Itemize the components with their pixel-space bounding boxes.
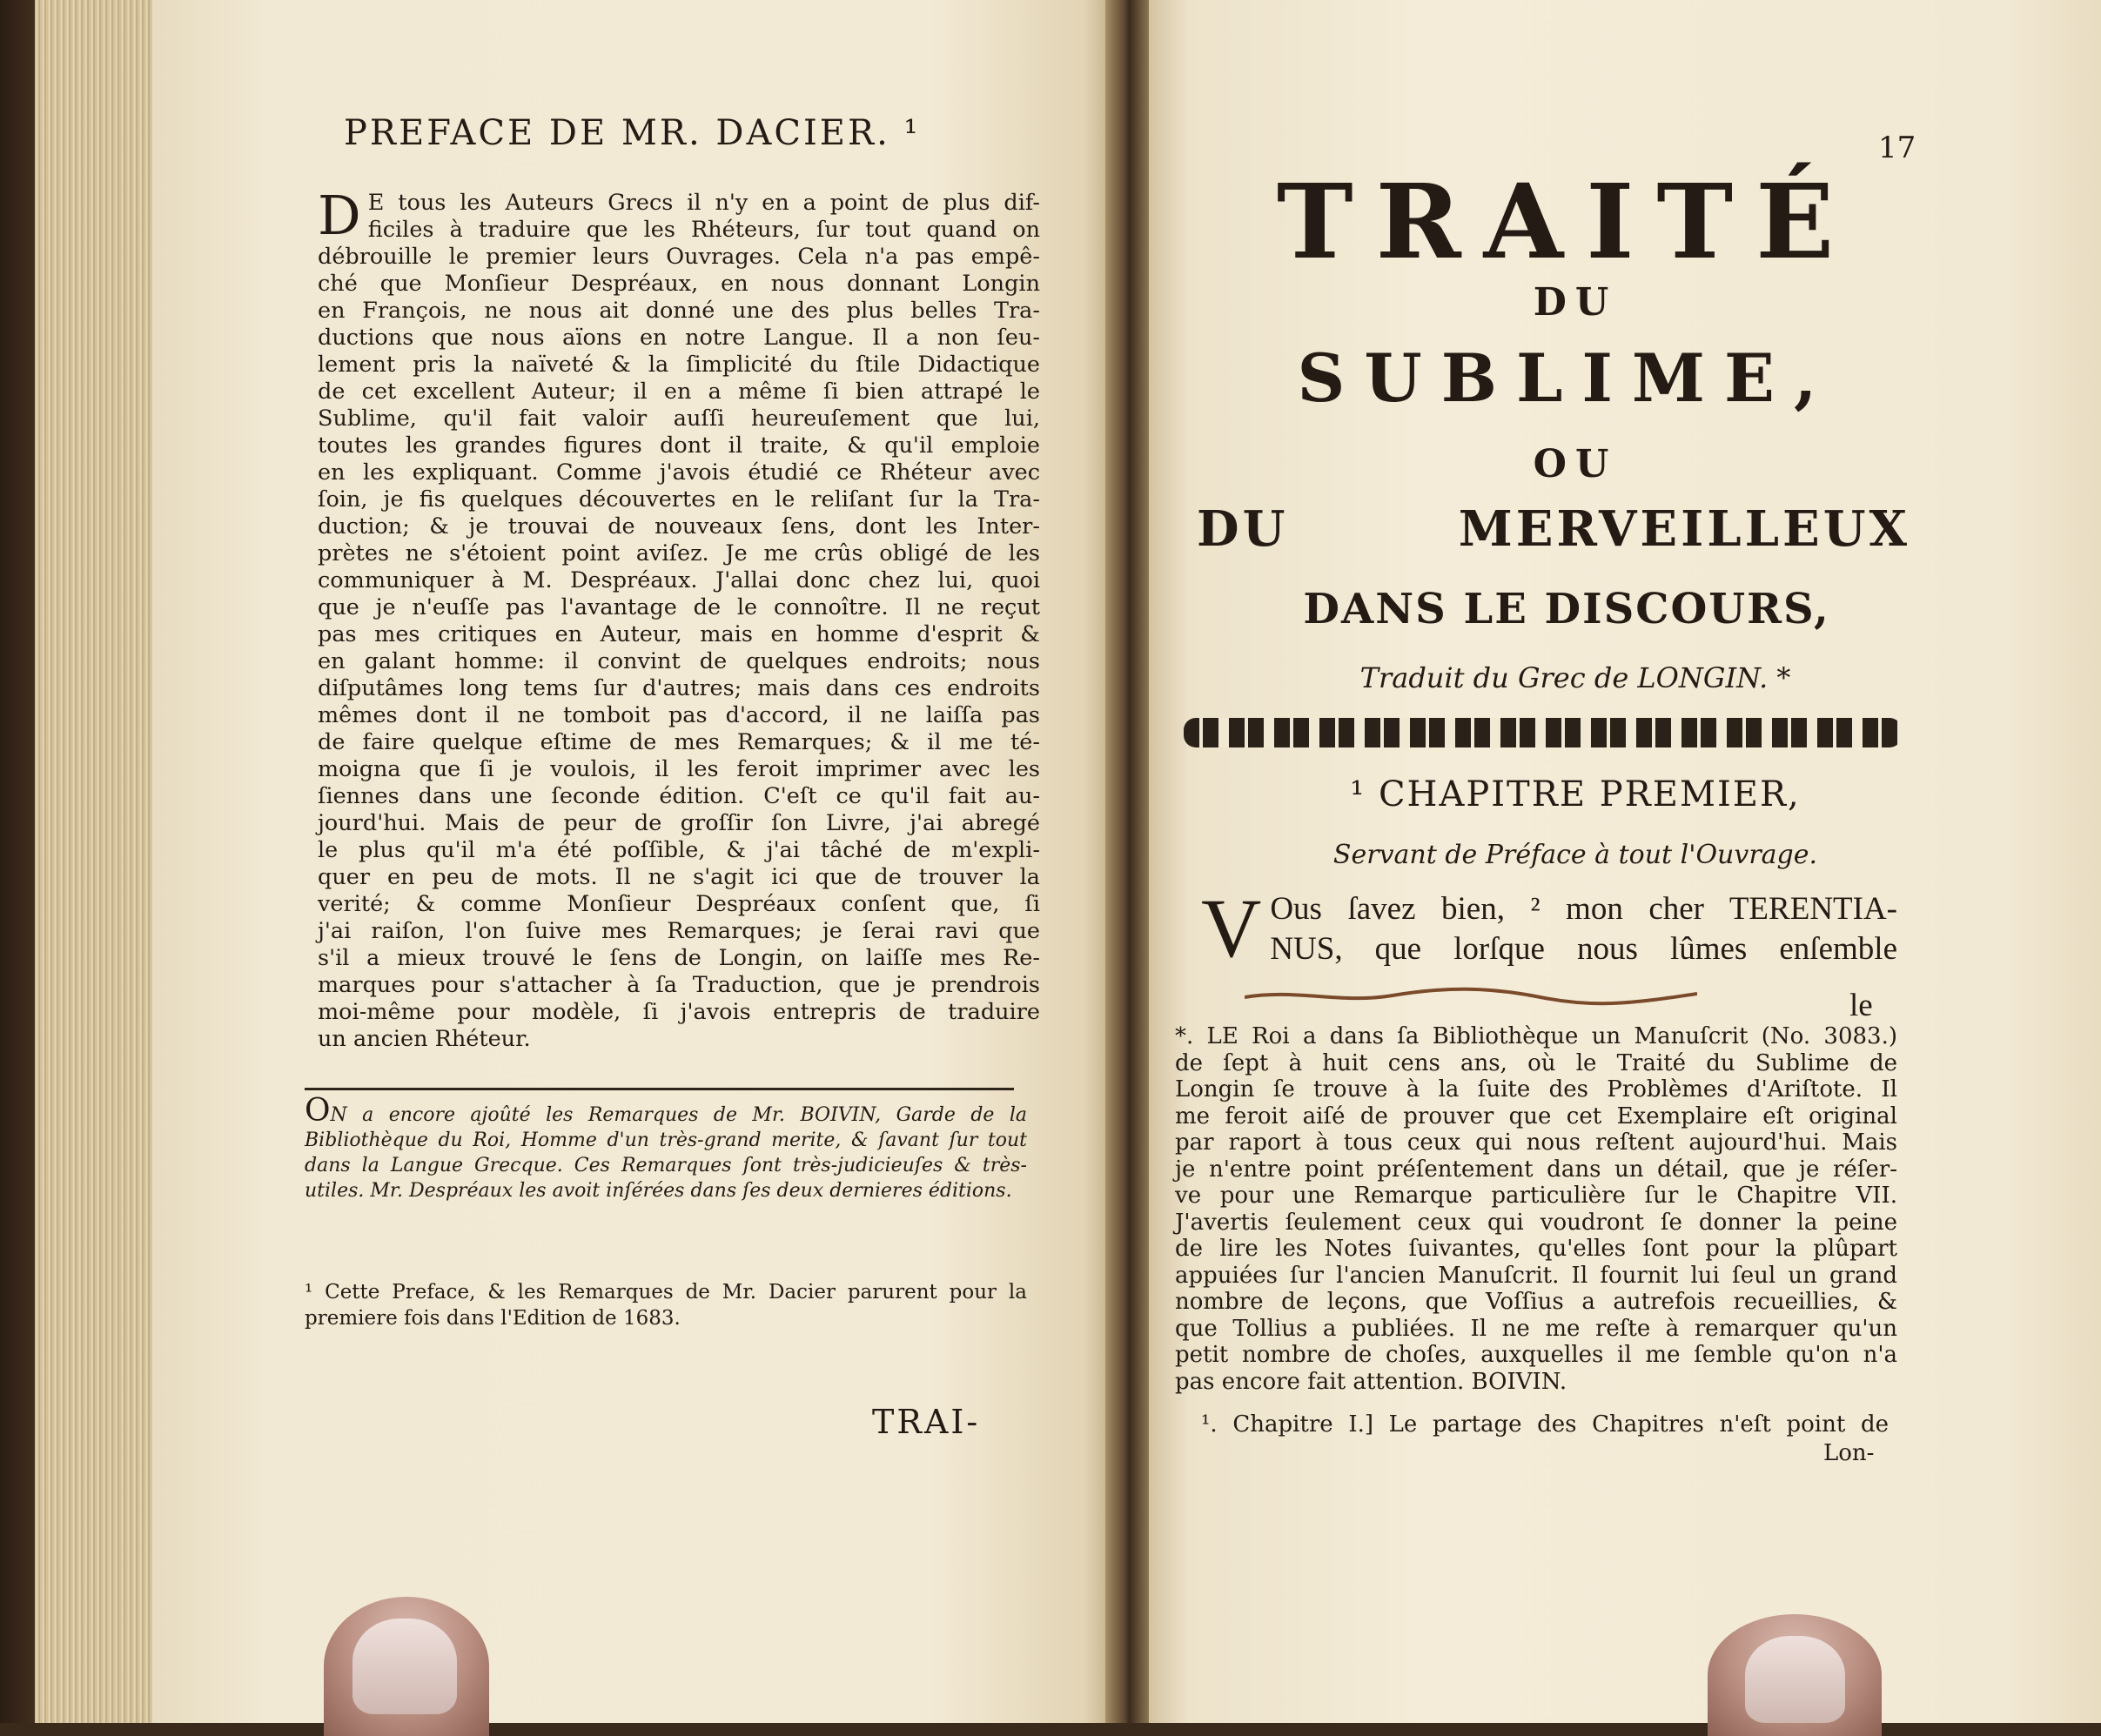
note-line: de lire les Notes ſuivantes, qu'elles ſont pour la plûpart	[1175, 1236, 1897, 1262]
preface-line: ductions que nous aïons en notre Langue. Il a non ſeu-	[318, 325, 1040, 351]
preface-line: pas mes critiques en Auteur, mais en homme d'esprit &	[318, 621, 1040, 647]
preface-line: mêmes dont il ne tomboit pas d'accord, il ne laiſſa pas	[318, 702, 1040, 728]
note-initial: O	[305, 1093, 331, 1129]
running-head-text: PREFACE DE MR. DACIER.	[344, 113, 890, 153]
translated-line: Traduit du Grec de LONGIN. *	[1359, 661, 1791, 694]
note-line: petit nombre de choſes, auxquelles il me ſemble qu'on n'a	[1175, 1342, 1897, 1368]
title-sublime: SUBLIME,	[1297, 339, 1836, 417]
preface-line: moigna que ſi je voulois, il les feroit imprimer avec les	[318, 756, 1040, 782]
note-line: par raport à tous ceux qui nous reſtent aujourd'hui. Mais	[1175, 1129, 1897, 1156]
note-line: nombre de leçons, que Voſſius a autrefois recueillies, &	[1175, 1289, 1897, 1315]
page-edges	[35, 0, 165, 1723]
chapter-line-2: NUS, que lorſque nous lûmes enſemble	[1270, 931, 1897, 967]
title-merveilleux-word: MERVEILLEUX	[1458, 500, 1910, 558]
note-line: que Tollius a publiées. Il ne me reſte à remarquer qu'un	[1175, 1315, 1897, 1342]
preface-line: débrouille le premier leurs Ouvrages. Cela n'a pas empê-	[318, 244, 1040, 270]
preface-line: verité; & comme Monſieur Despréaux conſent que, ſi	[318, 891, 1040, 917]
preface-line: un ancien Rhéteur.	[318, 1026, 531, 1052]
preface-line: communiquer à M. Despréaux. J'allai donc chez lui, quoi	[318, 567, 1040, 593]
note-line: J'avertis ſeulement ceux qui voudront ſe donner la peine	[1175, 1209, 1897, 1236]
preface-body	[318, 184, 1040, 1053]
preface-line: toutes les grandes figures dont il traite, & qu'il emploie	[318, 432, 1040, 459]
preface-line: marques pour s'attacher à ſa Traduction, que je prendrois	[318, 972, 1040, 998]
preface-line: diſputâmes long tems ſur d'autres; mais dans ces endroits	[318, 675, 1040, 701]
right-bottom-catchword: Lon-	[1823, 1440, 1875, 1466]
right-catchword: le	[1849, 988, 1873, 1023]
preface-line: en François, ne nous ait donné une des plus belles Tra-	[318, 298, 1040, 324]
preface-line: Sublime, qu'il fait valoir auſſi heureuſement que lui,	[318, 406, 1040, 432]
chapter-heading: ¹ CHAPITRE PREMIER,	[1350, 774, 1801, 814]
preface-line: j'ai raiſon, l'on ſuive mes Remarques; je ſerai ravi que	[318, 918, 1040, 944]
note-line: me feroit aiſé de prouver que cet Exemplaire eſt original	[1175, 1103, 1897, 1129]
note-line: ve pour une Remarque particulière ſur le Chapitre VII.	[1175, 1183, 1897, 1209]
chapter-text	[1201, 881, 1897, 975]
note-line: pas encore fait attention. BOIVIN.	[1175, 1368, 1567, 1395]
preface-line: ché que Monſieur Despréaux, en nous donnant Longin	[318, 271, 1040, 297]
preface-line: prètes ne s'étoient point aviſez. Je me crûs obligé de les	[318, 540, 1040, 566]
preface-line: quer en peu de mots. Il ne s'agit ici que de trouver la	[318, 864, 1040, 890]
preface-line: en galant homme: il convint de quelques endroits; nous	[318, 648, 1040, 674]
preface-line: en les expliquant. Comme j'avois étudié ce Rhéteur avec	[318, 459, 1040, 486]
preface-line: moi-même pour modèle, ſi j'avois entrepris de traduire	[318, 999, 1040, 1025]
title-du-2: DU	[1197, 500, 1289, 558]
preface-line: le plus qu'il m'a été poſſible, & j'ai tâché de m'expli-	[318, 837, 1040, 863]
title-du: DU	[1533, 280, 1618, 325]
preface-line: jourd'hui. Mais de peur de groſſir ſon Livre, j'ai abregé	[318, 810, 1040, 836]
preface-line: ficiles à traduire que les Rhéteurs, ſur tout quand on	[367, 217, 1040, 243]
running-head-mark: ¹	[903, 113, 921, 153]
boivin-note	[305, 1093, 1027, 1203]
title-ou: OU	[1533, 442, 1618, 486]
book-gutter	[1105, 0, 1149, 1723]
preface-line: ſiennes dans une ſeconde édition. C'eſt ce qu'il fait au-	[318, 783, 1040, 809]
ink-stroke	[1245, 985, 1697, 1008]
preface-line: que je n'euſſe pas l'avantage de le connoître. Il ne reçut	[318, 594, 1040, 620]
note-line: *. LE Roi a dans ſa Bibliothèque un Manuſcrit (No. 3083.)	[1175, 1023, 1897, 1049]
chapter-line-1: Ous ſavez bien, ² mon cher TERENTIA-	[1270, 891, 1897, 927]
separator-rule	[305, 1088, 1014, 1090]
running-head	[344, 113, 921, 153]
chapter-subtitle: Servant de Préface à tout l'Ouvrage.	[1332, 840, 1818, 870]
preface-line: ſoin, je fis quelques découvertes en le reliſant ſur la Tra-	[318, 486, 1040, 513]
catchword: TRAI-	[872, 1403, 981, 1441]
preface-line: E tous les Auteurs Grecs il n'y en a point de plus dif-	[367, 190, 1040, 216]
chapter-note: ¹. Chapitre I.] Le partage des Chapitres n'eſt point de	[1201, 1411, 1889, 1438]
preface-line: de cet excellent Auteur; il en a même ſi bien attrapé le	[318, 379, 1040, 405]
note-line: Longin ſe trouve à la ſuite des Problèmes d'Ariſtote. Il	[1175, 1076, 1897, 1103]
notes-lines	[1175, 1023, 1897, 1395]
note-text: N a encore ajoûté les Remarques de Mr. BOIVIN, Garde de la Bibliothèque du Roi, Homme d'un très-grand merite, & ſavant ſur tout dans la Langue Grecque. Ces Remarques ſont très-judicieuſes & très-utiles. Mr. Despréaux les avoit inſérées dans ſes deux dernieres éditions.	[305, 1104, 1027, 1202]
chapter-drop-cap: V	[1201, 881, 1262, 975]
title-traite: TRAITÉ	[1276, 161, 1857, 282]
title-dans-le-discours: DANS LE DISCOURS,	[1303, 585, 1830, 633]
left-thumbnail	[352, 1619, 457, 1714]
note-line: je n'entre point préſentement dans un détail, que je réſer-	[1175, 1156, 1897, 1183]
manuscript-notes	[1175, 1023, 1897, 1395]
preface-line: lement pris la naïveté & la ſimplicité du ſtile Didactique	[318, 352, 1040, 378]
title-merveilleux	[1197, 500, 1910, 558]
preface-line: s'il a mieux trouvé le ſens de Longin, on laiſſe mes Re-	[318, 945, 1040, 971]
drop-cap: D	[318, 184, 361, 247]
preface-lines	[318, 184, 1040, 1053]
ornament-band	[1184, 718, 1902, 747]
note-line: de ſept à huit cens ans, où le Traité du Sublime de	[1175, 1049, 1897, 1076]
footnote: ¹ Cette Preface, & les Remarques de Mr. Dacier parurent pour la premiere fois dans l'Edition de 1683.	[305, 1281, 1027, 1330]
right-thumbnail	[1745, 1636, 1845, 1723]
preface-line: duction; & je trouvai de nouveaux ſens, dont les Inter-	[318, 513, 1040, 540]
note-line: appuiées ſur l'ancien Manuſcrit. Il fournit lui ſeul un grand	[1175, 1262, 1897, 1289]
page-number: 17	[1878, 131, 1916, 165]
preface-line: de faire quelque eſtime de mes Remarques; & il me té-	[318, 729, 1040, 755]
